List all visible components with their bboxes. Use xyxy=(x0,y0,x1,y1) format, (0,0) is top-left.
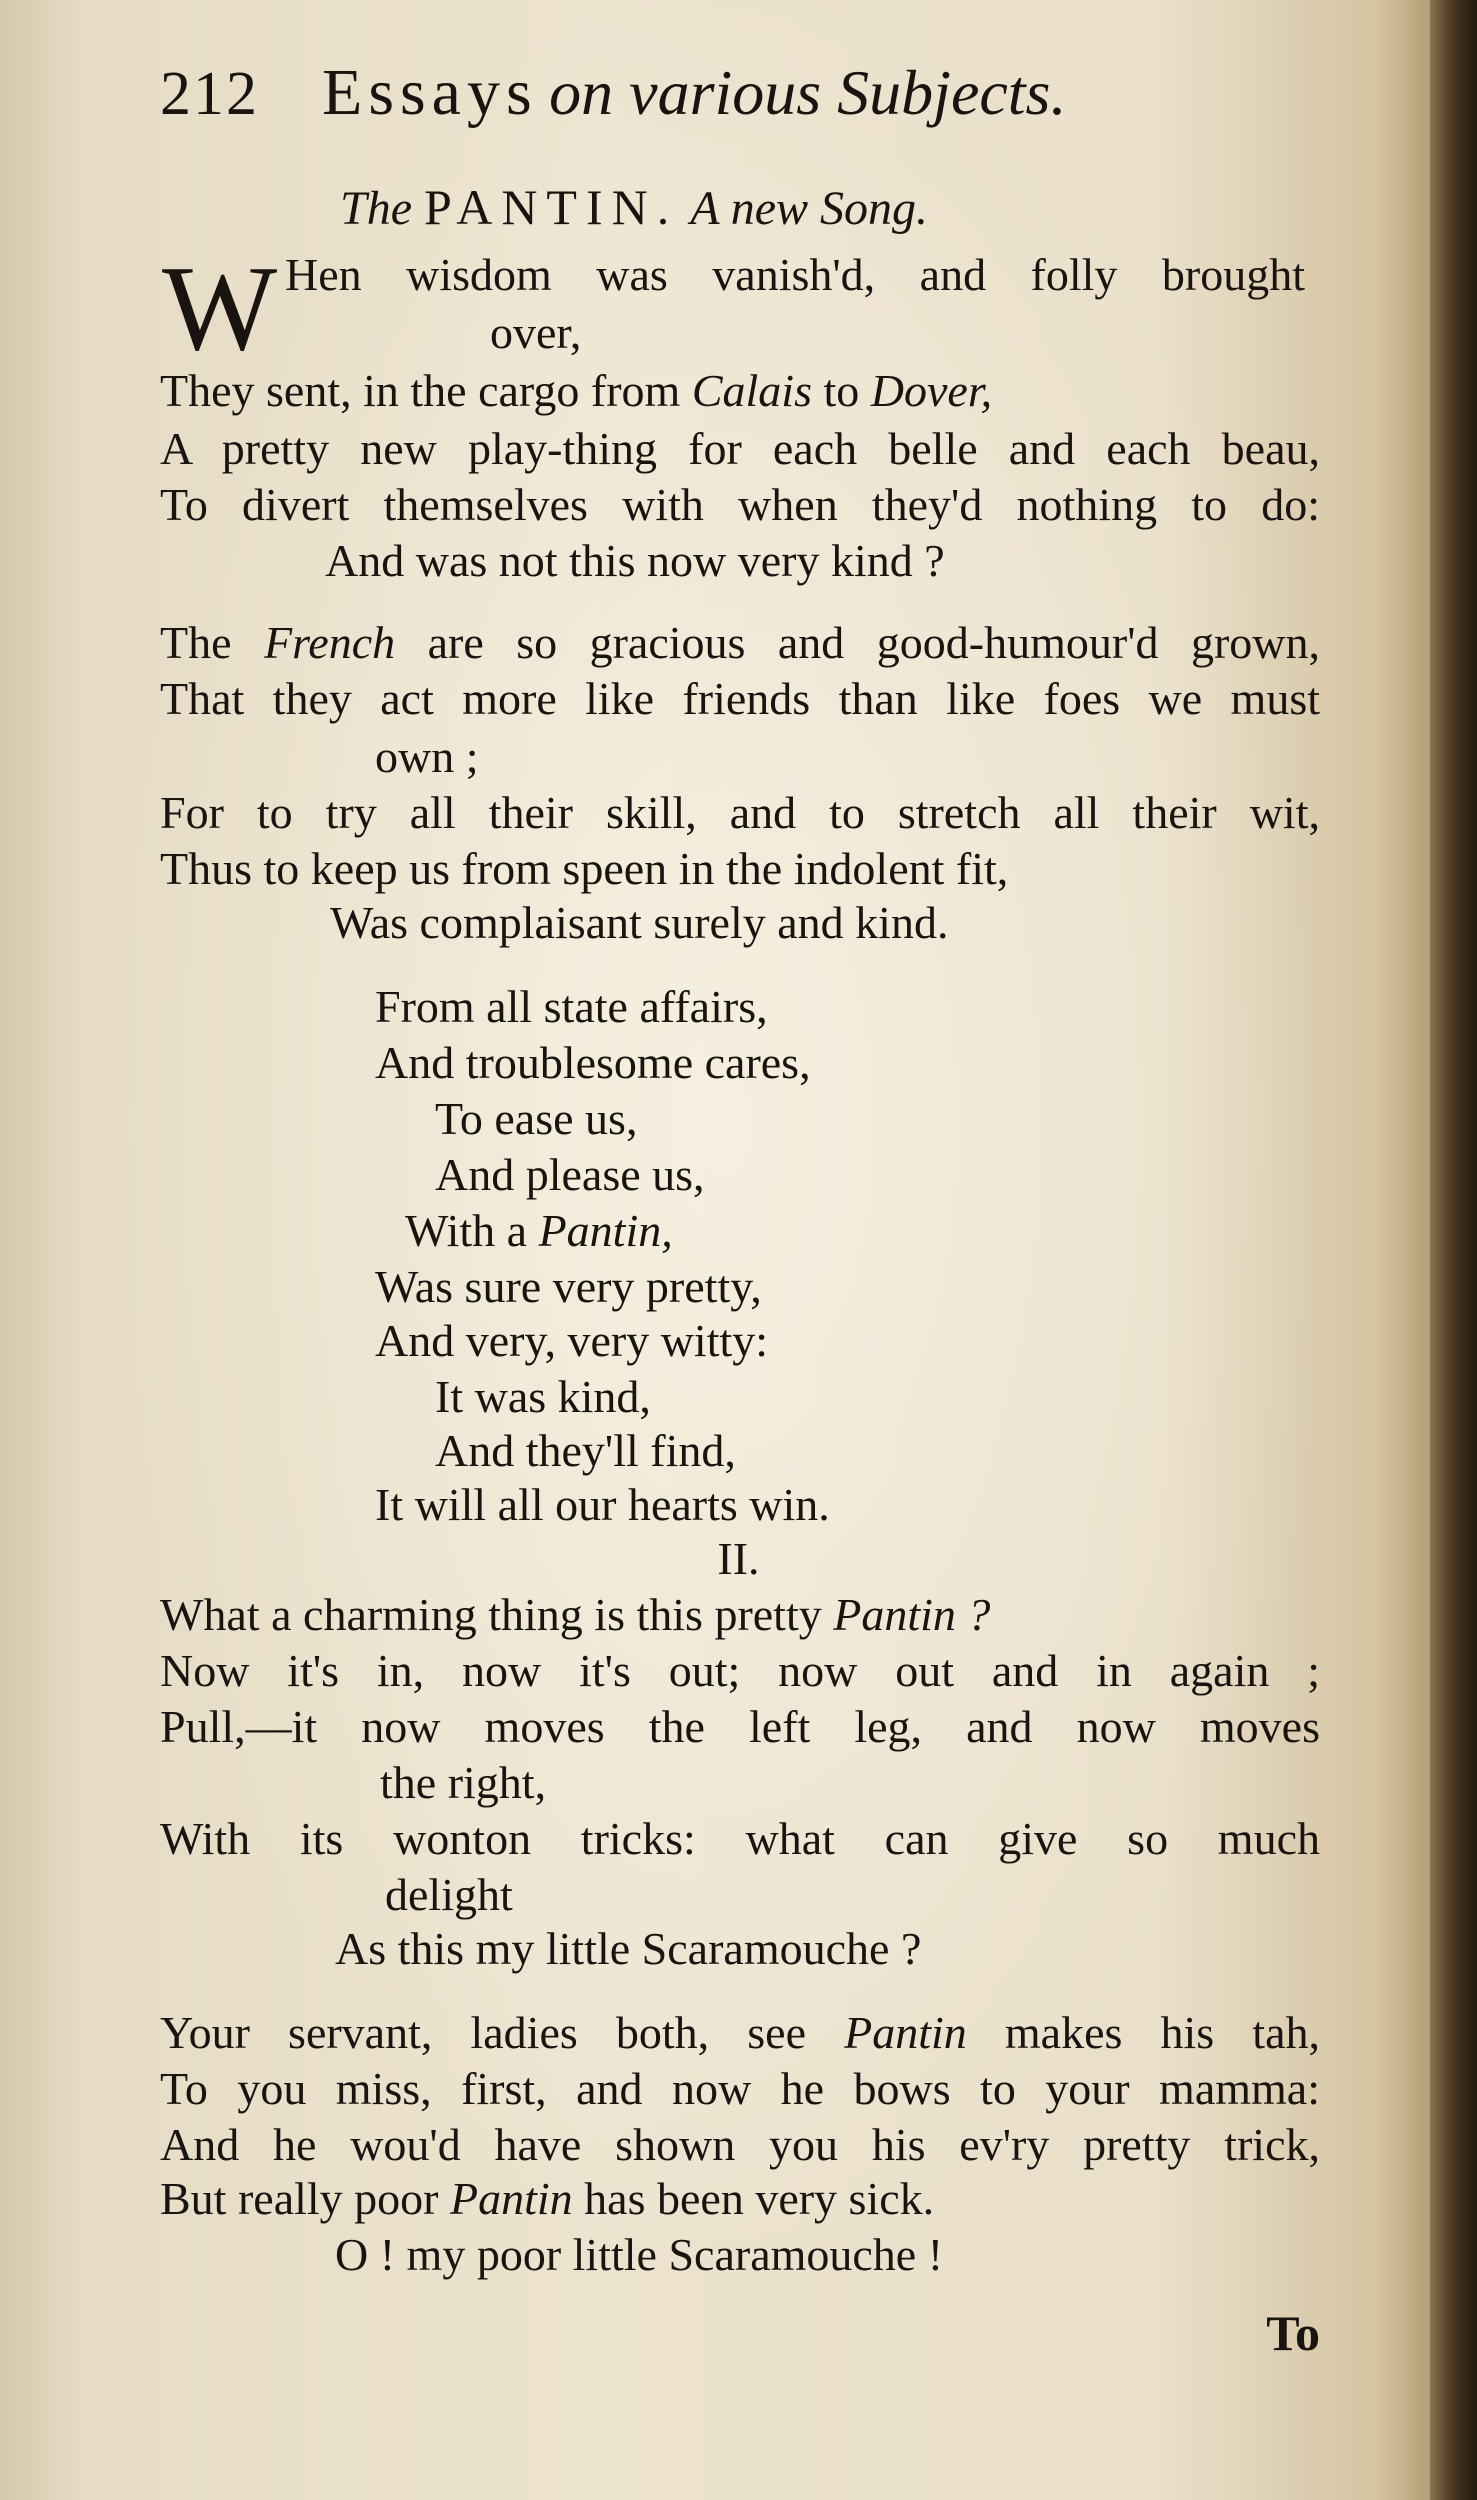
stanza2-line1 xyxy=(160,617,1320,668)
song-title-subtitle: A new Song. xyxy=(690,182,929,235)
header-title-rest: on various Subjects. xyxy=(549,57,1067,128)
stanza1-line1-cont: over, xyxy=(490,307,582,358)
stanza2-line2: That they act more like friends than like foes we must xyxy=(160,673,1320,724)
chorus-line10: It will all our hearts win. xyxy=(375,1479,830,1530)
part2-line1 xyxy=(160,1589,1320,1640)
s1l2-c: to xyxy=(812,365,871,416)
part2-line4-cont: delight xyxy=(385,1869,513,1920)
s2l1-a: The xyxy=(160,617,264,668)
s2l1-c: are so gracious and good-humour'd grown, xyxy=(395,617,1320,668)
chorus-line8: It was kind, xyxy=(435,1371,651,1422)
stanza4-line2: To you miss, first, and now he bows to your mamma: xyxy=(160,2063,1320,2114)
s4l1-c: makes his tah, xyxy=(966,2007,1320,2058)
stanza4-line3: And he wou'd have shown you his ev'ry pretty trick, xyxy=(160,2119,1320,2170)
chorus-line9: And they'll find, xyxy=(435,1425,736,1476)
s4l4-a: But really poor xyxy=(160,2173,450,2224)
page-edge-shadow xyxy=(1430,0,1477,2500)
ch5-pantin: Pantin, xyxy=(538,1205,673,1256)
s1l2-calais: Calais xyxy=(691,365,812,416)
header-title-main: Essays xyxy=(322,56,538,129)
stanza1-line5: And was not this now very kind ? xyxy=(325,535,945,586)
part2-line3: Pull,—it now moves the left leg, and now moves xyxy=(160,1701,1320,1752)
running-header xyxy=(160,56,1320,129)
catchword: To xyxy=(1266,2305,1320,2361)
p2l1-a: What a charming thing is this pretty xyxy=(160,1589,834,1640)
stanza4-line5: O ! my poor little Scaramouche ! xyxy=(335,2229,944,2280)
chorus-line4: And please us, xyxy=(435,1149,705,1200)
part2-line5: As this my little Scaramouche ? xyxy=(335,1923,922,1974)
drop-cap: W xyxy=(162,241,278,376)
stanza4-line1 xyxy=(160,2007,1320,2058)
chorus-line1: From all state affairs, xyxy=(375,981,768,1032)
part2-line2: Now it's in, now it's out; now out and in again ; xyxy=(160,1645,1320,1696)
ch5-a: With a xyxy=(405,1205,539,1256)
part2-line3-cont: the right, xyxy=(380,1757,547,1808)
chorus-line6: Was sure very pretty, xyxy=(375,1261,762,1312)
p2l1-pantin: Pantin ? xyxy=(833,1589,991,1640)
stanza4-line4 xyxy=(160,2173,1320,2224)
stanza1-line2 xyxy=(160,365,1320,416)
stanza1-line4: To divert themselves with when they'd nothing to do: xyxy=(160,479,1320,530)
s4l1-pantin: Pantin xyxy=(844,2007,967,2058)
stanza2-line4: Thus to keep us from speen in the indolent fit, xyxy=(160,843,1009,894)
s1l2-dover: Dover, xyxy=(870,365,993,416)
stanza1-line1: Hen wisdom was vanish'd, and folly brought xyxy=(285,249,1305,300)
chorus-line2: And troublesome cares, xyxy=(375,1037,811,1088)
s2l1-french: French xyxy=(263,617,396,668)
s4l4-c: has been very sick. xyxy=(572,2173,935,2224)
s4l4-pantin: Pantin xyxy=(450,2173,573,2224)
chorus-line5 xyxy=(405,1205,1477,1256)
part2-line4: With its wonton tricks: what can give so much xyxy=(160,1813,1320,1864)
chorus-line3: To ease us, xyxy=(435,1093,638,1144)
song-title-name: PANTIN. xyxy=(424,179,679,235)
song-title-the: The xyxy=(340,182,412,235)
chorus-line7: And very, very witty: xyxy=(375,1315,769,1366)
s1l2-a: They sent, in the cargo from xyxy=(160,365,692,416)
section-numeral: II. xyxy=(717,1533,760,1584)
stanza1-line3: A pretty new play-thing for each belle and each beau, xyxy=(160,423,1320,474)
stanza2-line5: Was complaisant surely and kind. xyxy=(330,897,949,948)
stanza2-line2-cont: own ; xyxy=(375,731,479,782)
s4l1-a: Your servant, ladies both, see xyxy=(160,2007,845,2058)
stanza2-line3: For to try all their skill, and to stretch all their wit, xyxy=(160,787,1320,838)
page-number: 212 xyxy=(160,60,259,128)
song-title xyxy=(340,179,1240,235)
